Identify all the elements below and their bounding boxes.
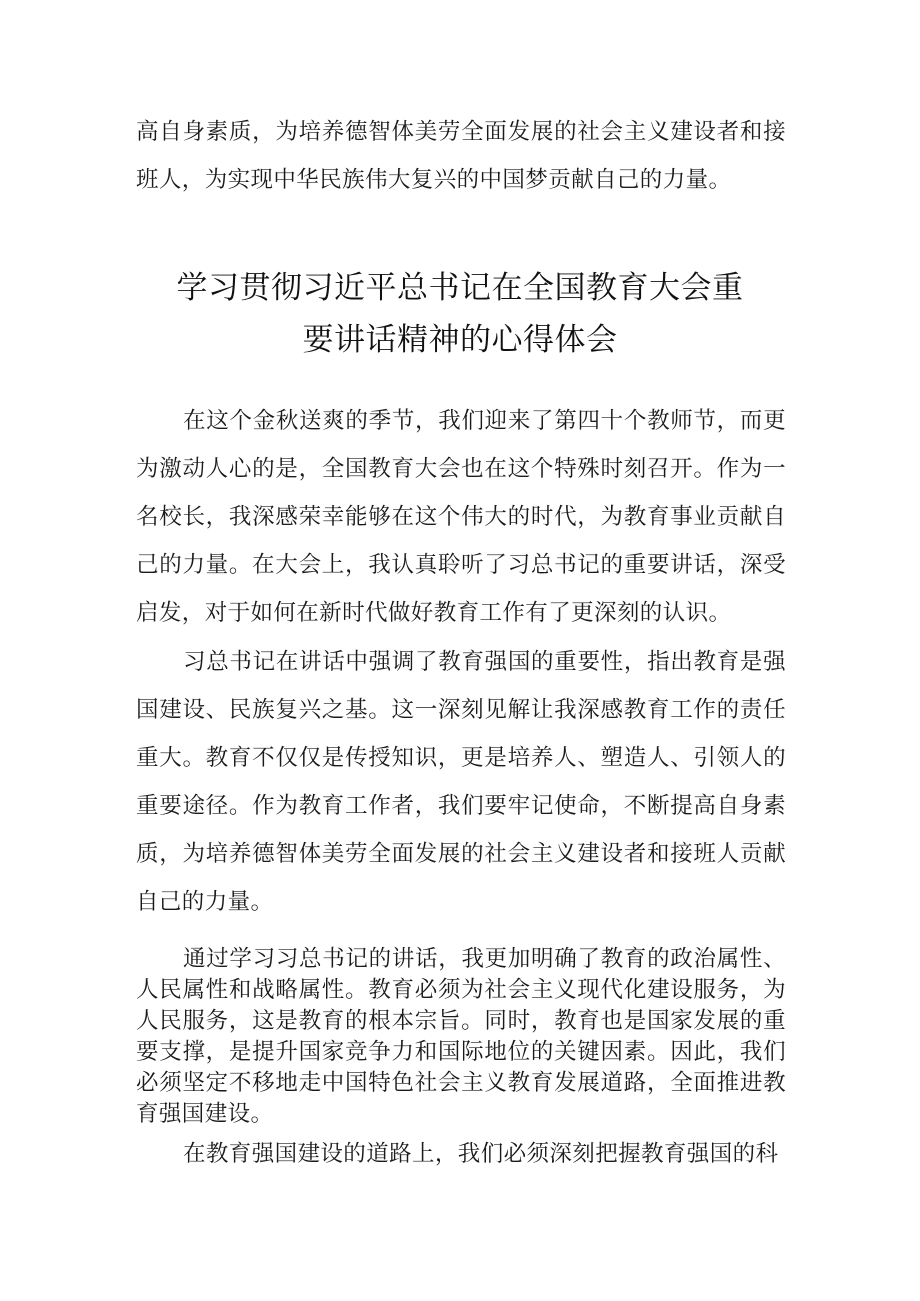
paragraph-4: 在教育强国建设的道路上，我们必须深刻把握教育强国的科 [183, 1141, 779, 1167]
title-line-2: 要讲话精神的心得体会 [302, 322, 618, 358]
paragraph-2: 习总书记在讲话中强调了教育强国的重要性，指出教育是强国建设、民族复兴之基。这一深刻见解让我深感教育工作的责任重大。教育不仅仅是传授知识，更是培养人、塑造人、引领人的重要途径。作为教育工作者，我们要牢记使命，不断提高自身素质，为培养德智体美劳全面发展的社会主义建设者和接班人贡献自己的力量。 [136, 649, 786, 915]
paragraph-1: 在这个金秋送爽的季节，我们迎来了第四十个教师节，而更为激动人心的是，全国教育大会也在这个特殊时刻召开。作为一名校长，我深感荣幸能够在这个伟大的时代，为教育事业贡献自己的力量。在大会上，我认真聆听了习总书记的重要讲话，深受启发，对于如何在新时代做好教育工作有了更深刻的认识。 [136, 408, 786, 626]
carryover-paragraph: 高自身素质，为培养德智体美劳全面发展的社会主义建设者和接班人，为实现中华民族伟大复兴的中国梦贡献自己的力量。 [136, 119, 786, 193]
paragraph-3: 通过学习习总书记的讲话，我更加明确了教育的政治属性、人民属性和战略属性。教育必须为社会主义现代化建设服务，为人民服务，这是教育的根本宗旨。同时，教育也是国家发展的重要支撑，是提升国家竞争力和国际地位的关键因素。因此，我们必须坚定不移地走中国特色社会主义教育发展道路，全面推进教育强国建设。 [136, 946, 786, 1127]
title-line-1: 学习贯彻习近平总书记在全国教育大会重 [176, 270, 744, 306]
document-title [100, 262, 820, 366]
